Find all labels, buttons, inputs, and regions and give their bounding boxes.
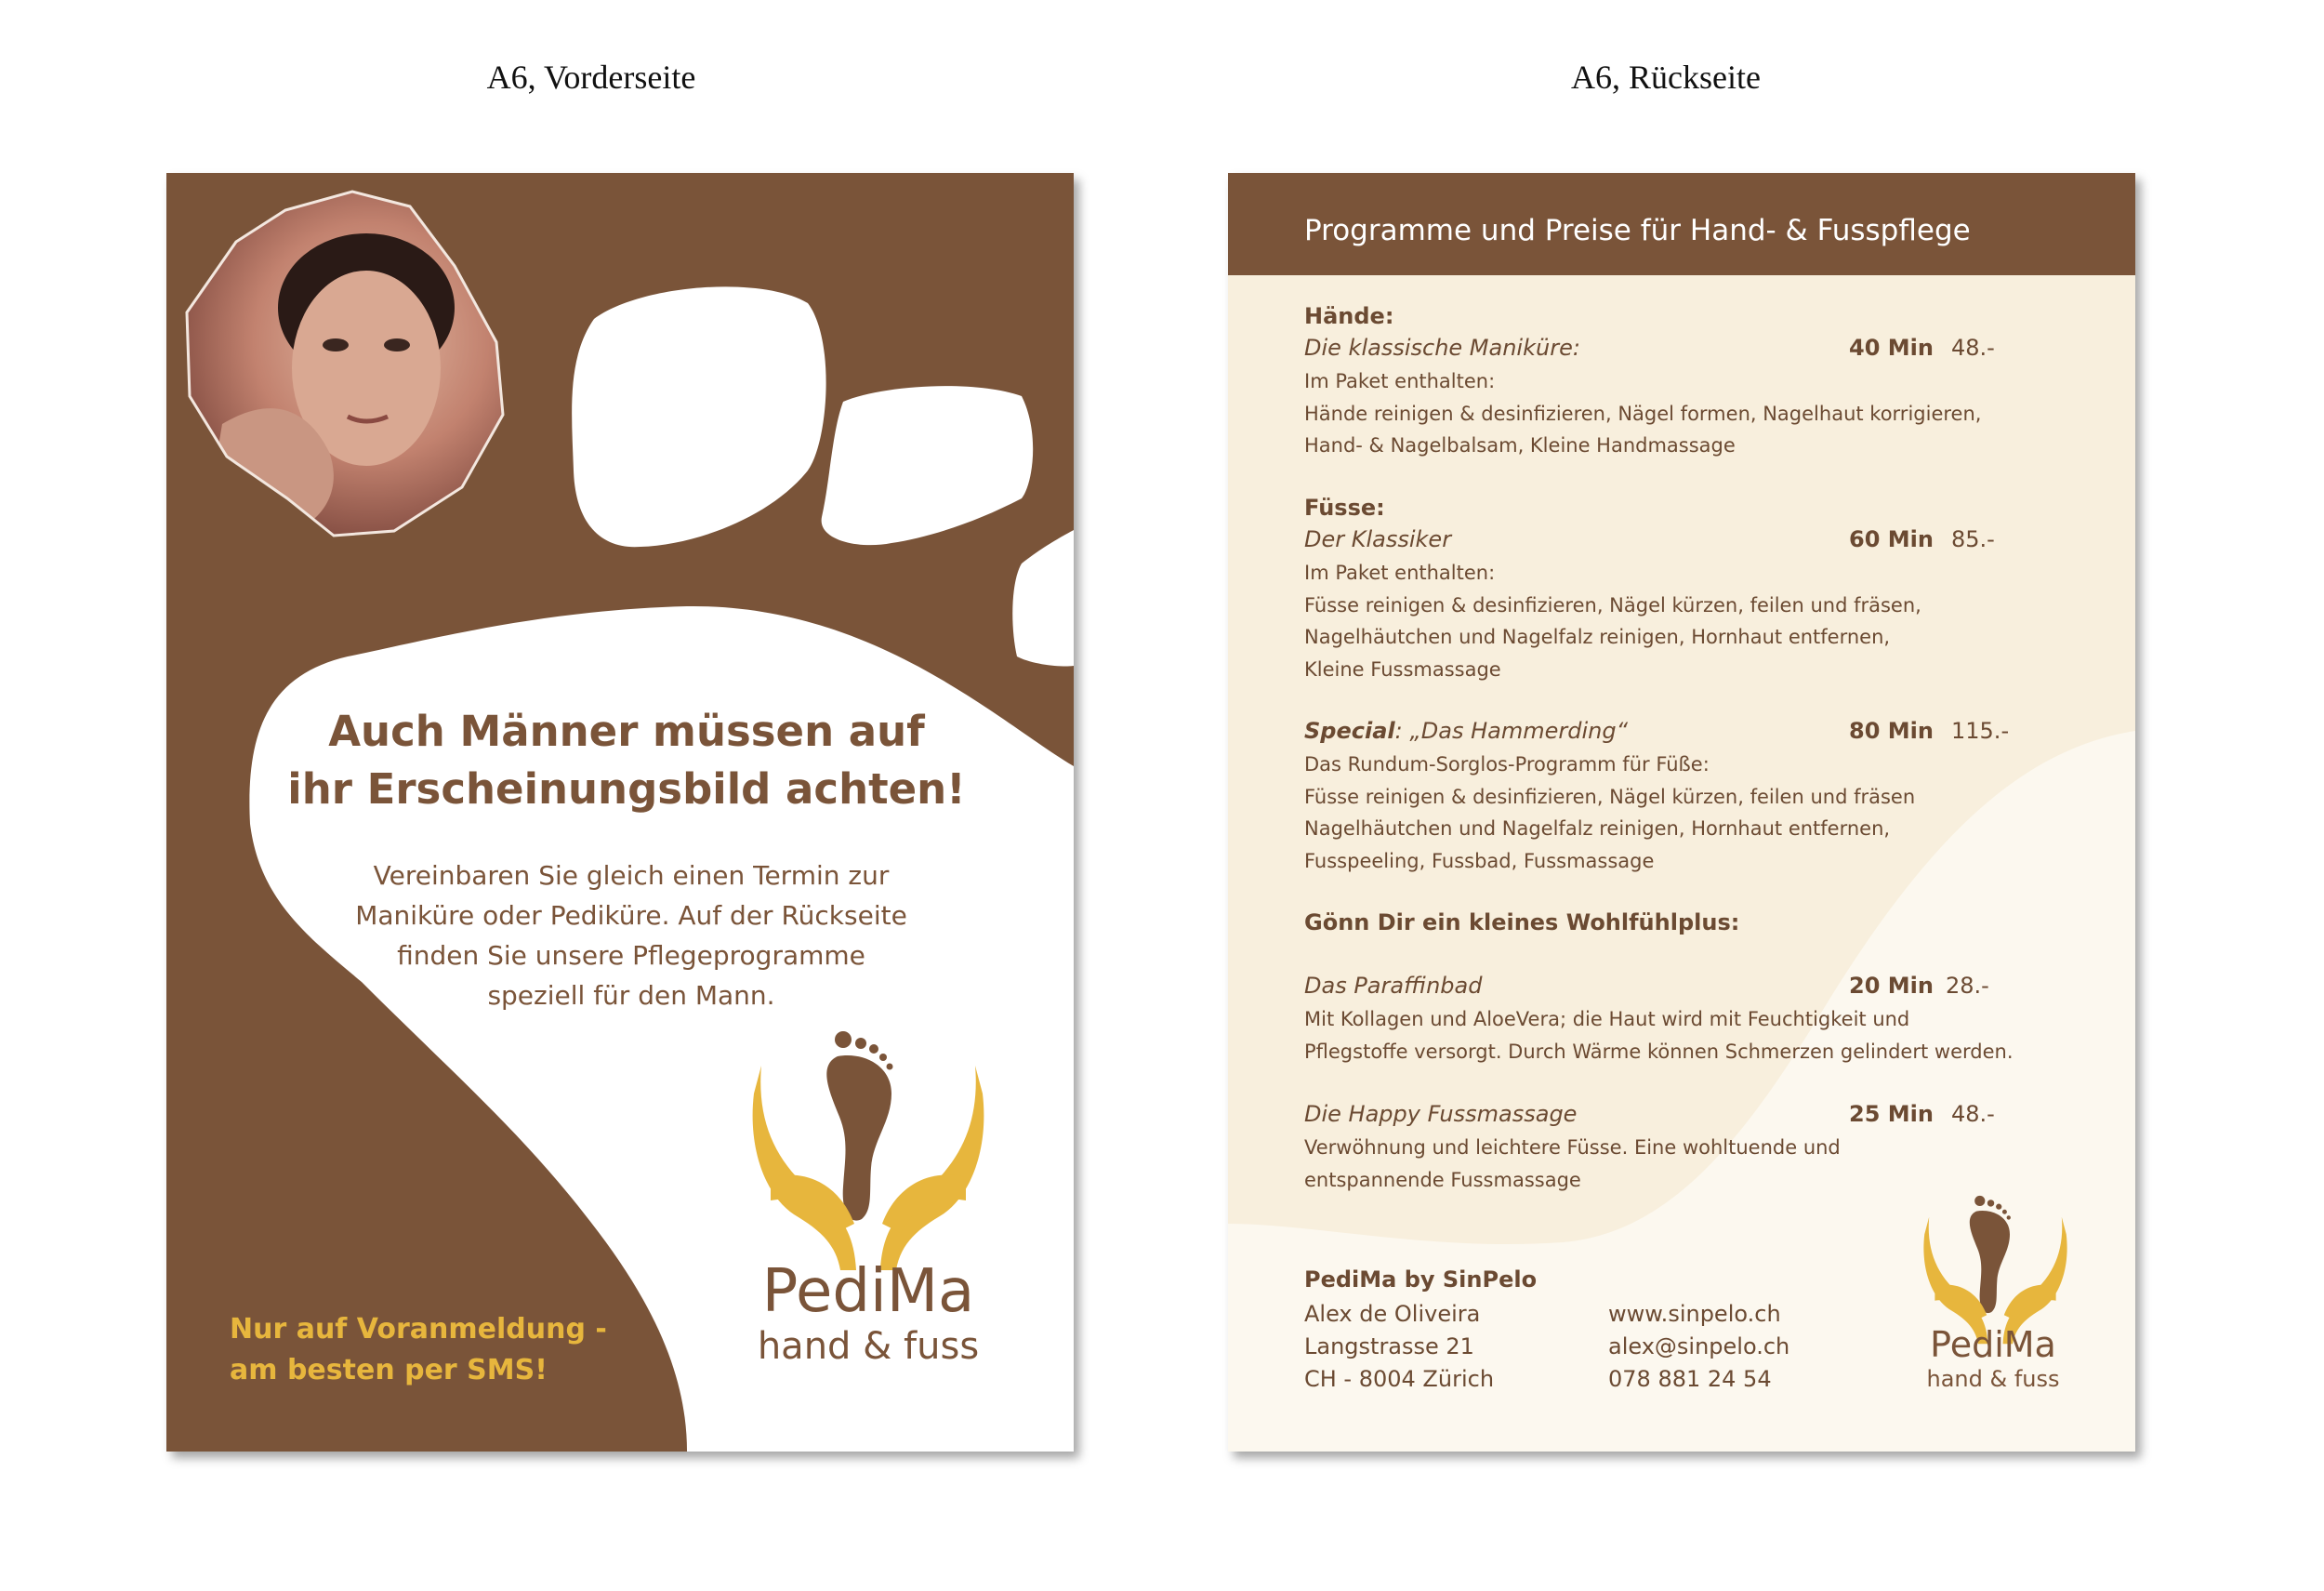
back-logo-icon: [1923, 1196, 2067, 1344]
item-classic-duration: 60 Min: [1849, 526, 1934, 552]
contact-company: PediMa by SinPelo: [1304, 1266, 1538, 1293]
front-logo-tagline: hand & fuss: [757, 1325, 980, 1368]
item-manicure-desc: [1304, 365, 2104, 462]
desc-line: Mit Kollagen und AloeVera; die Haut wird mit Feuchtigkeit und: [1304, 1008, 1910, 1030]
notice-line-2: am besten per SMS!: [230, 1354, 548, 1386]
section-hands: Hände:: [1304, 303, 1394, 329]
desc-line: Füsse reinigen & desinfizieren, Nägel kürzen, feilen und fräsen,: [1304, 593, 1921, 617]
item-special-desc: [1304, 749, 2104, 877]
toe-third: [1012, 530, 1074, 667]
subtext-line-4: speziell für den Mann.: [487, 980, 775, 1011]
item-special-prefix: Special: [1304, 718, 1395, 744]
item-manicure-duration: 40 Min: [1849, 335, 1934, 361]
subtext-line-2: Maniküre oder Pediküre. Auf der Rückseite: [355, 900, 907, 931]
item-paraffin-name: Das Paraffinbad: [1304, 973, 1483, 999]
item-special-duration: 80 Min: [1849, 718, 1934, 744]
item-massage-desc: [1304, 1132, 2104, 1196]
desc-line: Hand- & Nagelbalsam, Kleine Handmassage: [1304, 434, 1736, 457]
item-special-name: [1304, 718, 1628, 744]
desc-line: Pflegstoffe versorgt. Durch Wärme können Schmerzen gelindert werden.: [1304, 1040, 2014, 1063]
front-logo-name: PediMa: [761, 1257, 975, 1326]
subtext-line-3: finden Sie unsere Pflegeprogramme: [397, 940, 865, 971]
contact-web-link[interactable]: www.sinpelo.ch: [1608, 1301, 1781, 1327]
item-special-rest: : „Das Hammerding“: [1394, 718, 1629, 744]
contact-phone: 078 881 24 54: [1608, 1366, 1772, 1392]
desc-line: Hände reinigen & desinfizieren, Nägel formen, Nagelhaut korrigieren,: [1304, 402, 1982, 425]
item-massage-duration: 25 Min: [1849, 1101, 1934, 1127]
toe-second: [822, 386, 1034, 545]
item-classic-name: Der Klassiker: [1304, 526, 1452, 552]
item-manicure-price: 48.-: [1951, 335, 1995, 361]
desc-line: Nagelhäutchen und Nagelfalz reinigen, Hornhaut entfernen,: [1304, 626, 1891, 648]
desc-line: entspannende Fussmassage: [1304, 1168, 1581, 1191]
toe-big: [572, 286, 825, 547]
desc-line: Fusspeeling, Fussbad, Fussmassage: [1304, 849, 1655, 872]
item-classic-desc: [1304, 557, 2104, 685]
front-headline: [259, 703, 994, 818]
notice-line-1: Nur auf Voranmeldung -: [230, 1313, 607, 1346]
desc-line: Kleine Fussmassage: [1304, 657, 1501, 681]
item-manicure-name: Die klassische Maniküre:: [1304, 335, 1580, 361]
desc-line: Nagelhäutchen und Nagelfalz reinigen, Hornhaut entfernen,: [1304, 817, 1891, 840]
section-feet: Füsse:: [1304, 495, 1385, 521]
item-classic-price: 85.-: [1951, 526, 1995, 552]
headline-line-2: ihr Erscheinungsbild achten!: [287, 764, 966, 814]
portrait-photo: [166, 173, 538, 545]
item-paraffin-duration: 20 Min: [1849, 973, 1934, 999]
front-notice: [230, 1309, 676, 1391]
desc-line: Im Paket enthalten:: [1304, 370, 1496, 392]
back-title: Programme und Preise für Hand- & Fusspflege: [1304, 214, 1971, 247]
headline-line-1: Auch Männer müssen auf: [328, 707, 925, 756]
contact-address: [1304, 1298, 1494, 1396]
contact-details: [1608, 1298, 1789, 1396]
item-paraffin-price: 28.-: [1946, 973, 1989, 999]
contact-street: Langstrasse 21: [1304, 1333, 1474, 1359]
desc-line: Das Rundum-Sorglos-Programm für Füße:: [1304, 753, 1710, 776]
desc-line: Füsse reinigen & desinfizieren, Nägel kürzen, feilen und fräsen: [1304, 785, 1916, 808]
contact-name: Alex de Oliveira: [1304, 1301, 1481, 1327]
item-special-price: 115.-: [1951, 718, 2010, 744]
back-logo-name: PediMa: [1930, 1324, 2056, 1365]
front-subtext: [315, 855, 947, 1015]
back-logo-tagline: hand & fuss: [1926, 1366, 2060, 1392]
contact-email-link[interactable]: alex@sinpelo.ch: [1608, 1333, 1790, 1359]
desc-line: Verwöhnung und leichtere Füsse. Eine wohltuende und: [1304, 1136, 1841, 1159]
contact-city: CH - 8004 Zürich: [1304, 1366, 1495, 1392]
flyer-back: [1228, 173, 2135, 1452]
subtext-line-1: Vereinbaren Sie gleich einen Termin zur: [373, 860, 890, 891]
desc-line: Im Paket enthalten:: [1304, 562, 1496, 584]
caption-back: A6, Rückseite: [1571, 59, 1761, 96]
item-massage-name: Die Happy Fussmassage: [1304, 1101, 1578, 1127]
item-paraffin-desc: [1304, 1003, 2122, 1067]
section-extras: Gönn Dir ein kleines Wohlfühlplus:: [1304, 909, 1740, 935]
item-massage-price: 48.-: [1951, 1101, 1995, 1127]
caption-front: A6, Vorderseite: [486, 59, 696, 96]
flyer-front: [166, 173, 1074, 1452]
